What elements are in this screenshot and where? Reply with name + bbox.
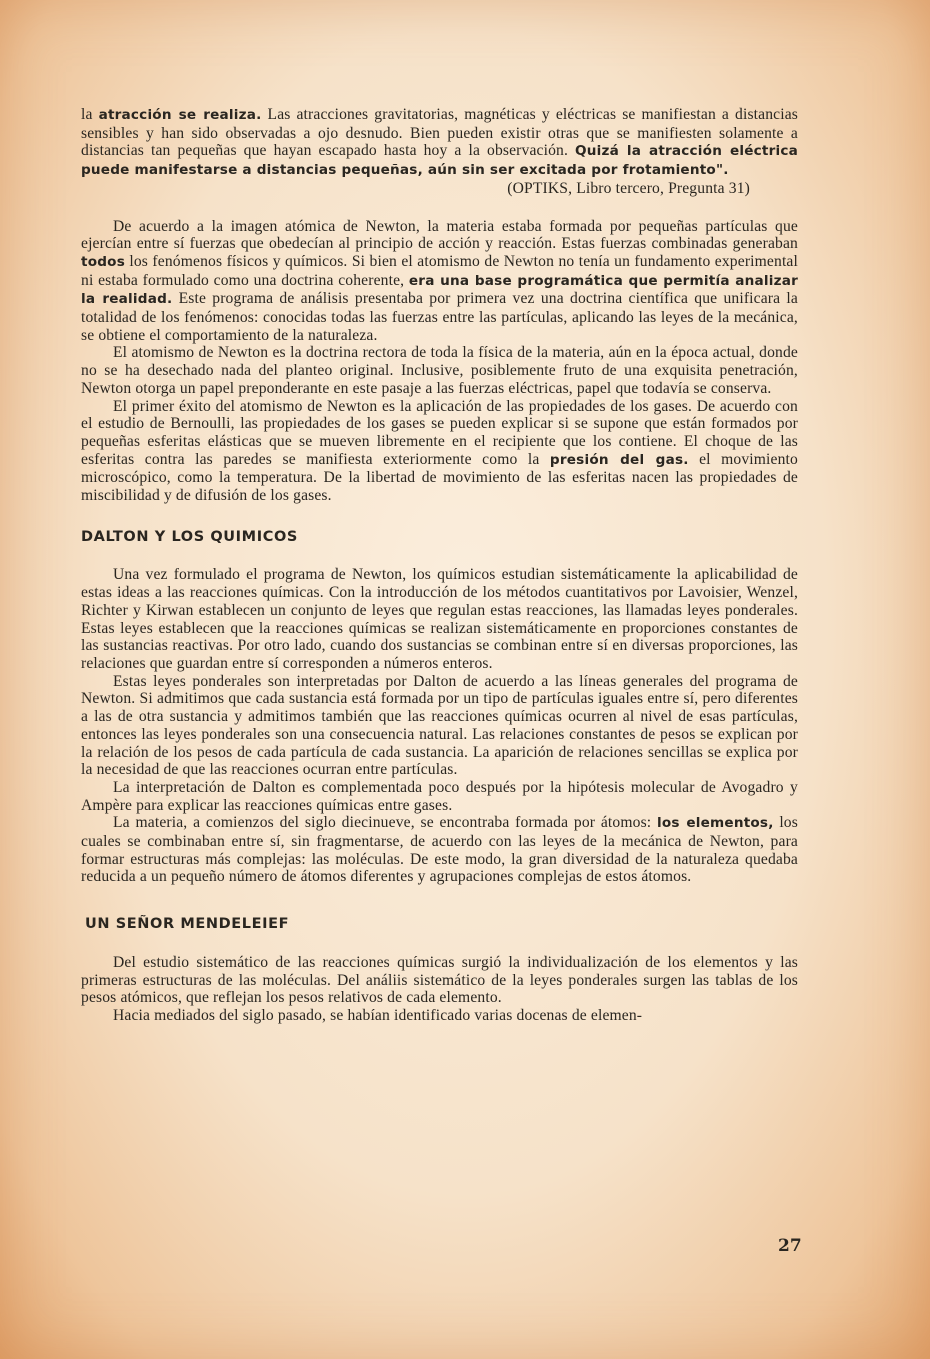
bold-phrase: atracción se realiza. xyxy=(98,107,262,123)
section-heading-dalton: DALTON Y LOS QUIMICOS xyxy=(81,528,298,545)
text-run: los cuales se combinaban entre sí, sin fragmentarse, de acuerdo con las leyes de la mecánica de Newton, para formar estructuras más complejas: las moléculas. De este modo, la gran diversidad de la naturaleza quedaba reducida a un pequeño número de átomos diferentes y agrupaciones complejas de estos átomos. xyxy=(81,814,798,886)
paragraph-elements-identified: Hacia mediados del siglo pasado, se habían identificado varias docenas de elemen- xyxy=(113,1006,643,1024)
body-text xyxy=(81,106,798,1025)
bold-phrase: Quizá la atracción eléctrica puede manifestarse a distancias pequeñas, aún sin ser excitada por frotamiento". xyxy=(81,143,798,179)
paragraph-newton-atomic-image xyxy=(81,218,798,345)
paragraph-elements xyxy=(81,814,798,886)
text-run: la xyxy=(81,106,99,123)
text-run: La materia, a comienzos del siglo diecinueve, se encontraba formada por átomos: xyxy=(113,814,658,832)
text-run: Este programa de análisis presentaba por primera vez una doctrina científica que unificara la totalidad de los fenómenos: conocidas todas las fuerzas entre las partículas, aplicando las leyes de la mecánica, se obtiene el comportamiento de la naturaleza. xyxy=(81,290,798,344)
text-run: De acuerdo a la imagen atómica de Newton, la materia estaba formada por pequeñas partículas que ejercían entre sí fuerzas que obedecían al principio de acción y reacción. Estas fuerzas combinadas generaban xyxy=(81,217,798,253)
bold-phrase: presión del gas. xyxy=(549,451,689,468)
paragraph-newton-atomism: El atomismo de Newton es la doctrina rectora de toda la física de la materia, aún en la época actual, donde no se ha desechado nada del planteo original. Inclusive, posiblemente fruto de una exquisita penetración, Newton otorga un papel preponderante en este pasaje a las fuerzas eléctricas, papel que todavía se conserva. xyxy=(81,344,798,397)
bold-phrase: todos xyxy=(81,253,125,270)
paragraph-avogadro: La interpretación de Dalton es complementada poco después por la hipótesis molecular de Avogadro y Ampère para explicar las reacciones químicas entre gases. xyxy=(81,778,798,814)
paragraph-dalton-interpretation: Estas leyes ponderales son interpretadas por Dalton de acuerdo a las líneas generales del programa de Newton. Si admitimos que cada sustancia está formada por un tipo de partículas iguales entre sí, pero diferentes a las de otra sustancia y admitimos también que las reacciones químicas ocurren al nivel de esas partículas, entonces las leyes ponderales son una consecuencia natural. Las relaciones constantes de pesos se explican por la relación de los pesos de cada partícula de cada sustancia. La aparición de relaciones sencillas se explica por la necesidad de que las reacciones ocurran entre partículas. xyxy=(81,672,798,779)
paragraph-atomic-weights: Del estudio sistemático de las reacciones químicas surgió la individualización de los elementos y las primeras estructuras de las moléculas. Del análiis sistemático de la leyes ponderales surgen las tablas de los pesos atómicos, que reflejan los pesos relativos de cada elemento. xyxy=(81,953,798,1007)
text-run: El primer éxito del atomismo de Newton es la aplicación de las propiedades de los gases. De acuerdo con el estudio de Bernoulli, las propiedades de los gases se pueden explicar si se supone que están formados por pequeñas esferitas elásticas que se mueven libremente en el recipiente que los contiene. El choque de las esferitas contra las paredes se manifiesta exteriormente como la xyxy=(81,397,798,468)
citation: (OPTIKS, Libro tercero, Pregunta 31) xyxy=(507,179,750,197)
paragraph-chemists: Una vez formulado el programa de Newton, los químicos estudian sistemáticamente la aplicabilidad de estas ideas a las reacciones químicas. Con la introducción de los métodos cuantitativos por Lavoisier, Wenzel, Richter y Kirwan establecen un conjunto de leyes que regulan estas reacciones, las llamadas leyes ponderales. Estas leyes establecen que la reacciones químicas se realizan sistemáticamente en proporciones constantes de las sustancias reactivas. Por otro lado, cuando dos sustancias se combinan entre sí en diversas proporciones, las relaciones que guardan entre sí corresponden a números enteros. xyxy=(81,566,798,672)
page-number: 27 xyxy=(778,1236,802,1256)
text-run: el movimiento microscópico, como la temperatura. De la libertad de movimiento de las esferitas nacen las propiedades de miscibilidad y de difusión de los gases. xyxy=(81,450,798,505)
paragraph-gases xyxy=(81,398,798,505)
text-run: Las atracciones gravitatorias, magnéticas y eléctricas se manifiestan a distancias sensibles y han sido observadas a ojo desnudo. Bien pueden existir otras que se manifiesten solamente a distancias tan pequeñas que hayan escapado hasta hoy a la observación. xyxy=(81,106,799,160)
text-run: los fenómenos físicos y químicos. Si bien el atomismo de Newton no tenía un fundamento experimental ni estaba formulado como una doctrina coherente, xyxy=(81,252,798,289)
section-heading-mendeleief: UN SEÑOR MENDELEIEF xyxy=(85,916,290,933)
paragraph-quote-end xyxy=(81,106,798,180)
bold-phrase: los elementos, xyxy=(657,815,774,832)
bold-phrase: era una base programática que permitía analizar la realidad. xyxy=(81,272,799,308)
